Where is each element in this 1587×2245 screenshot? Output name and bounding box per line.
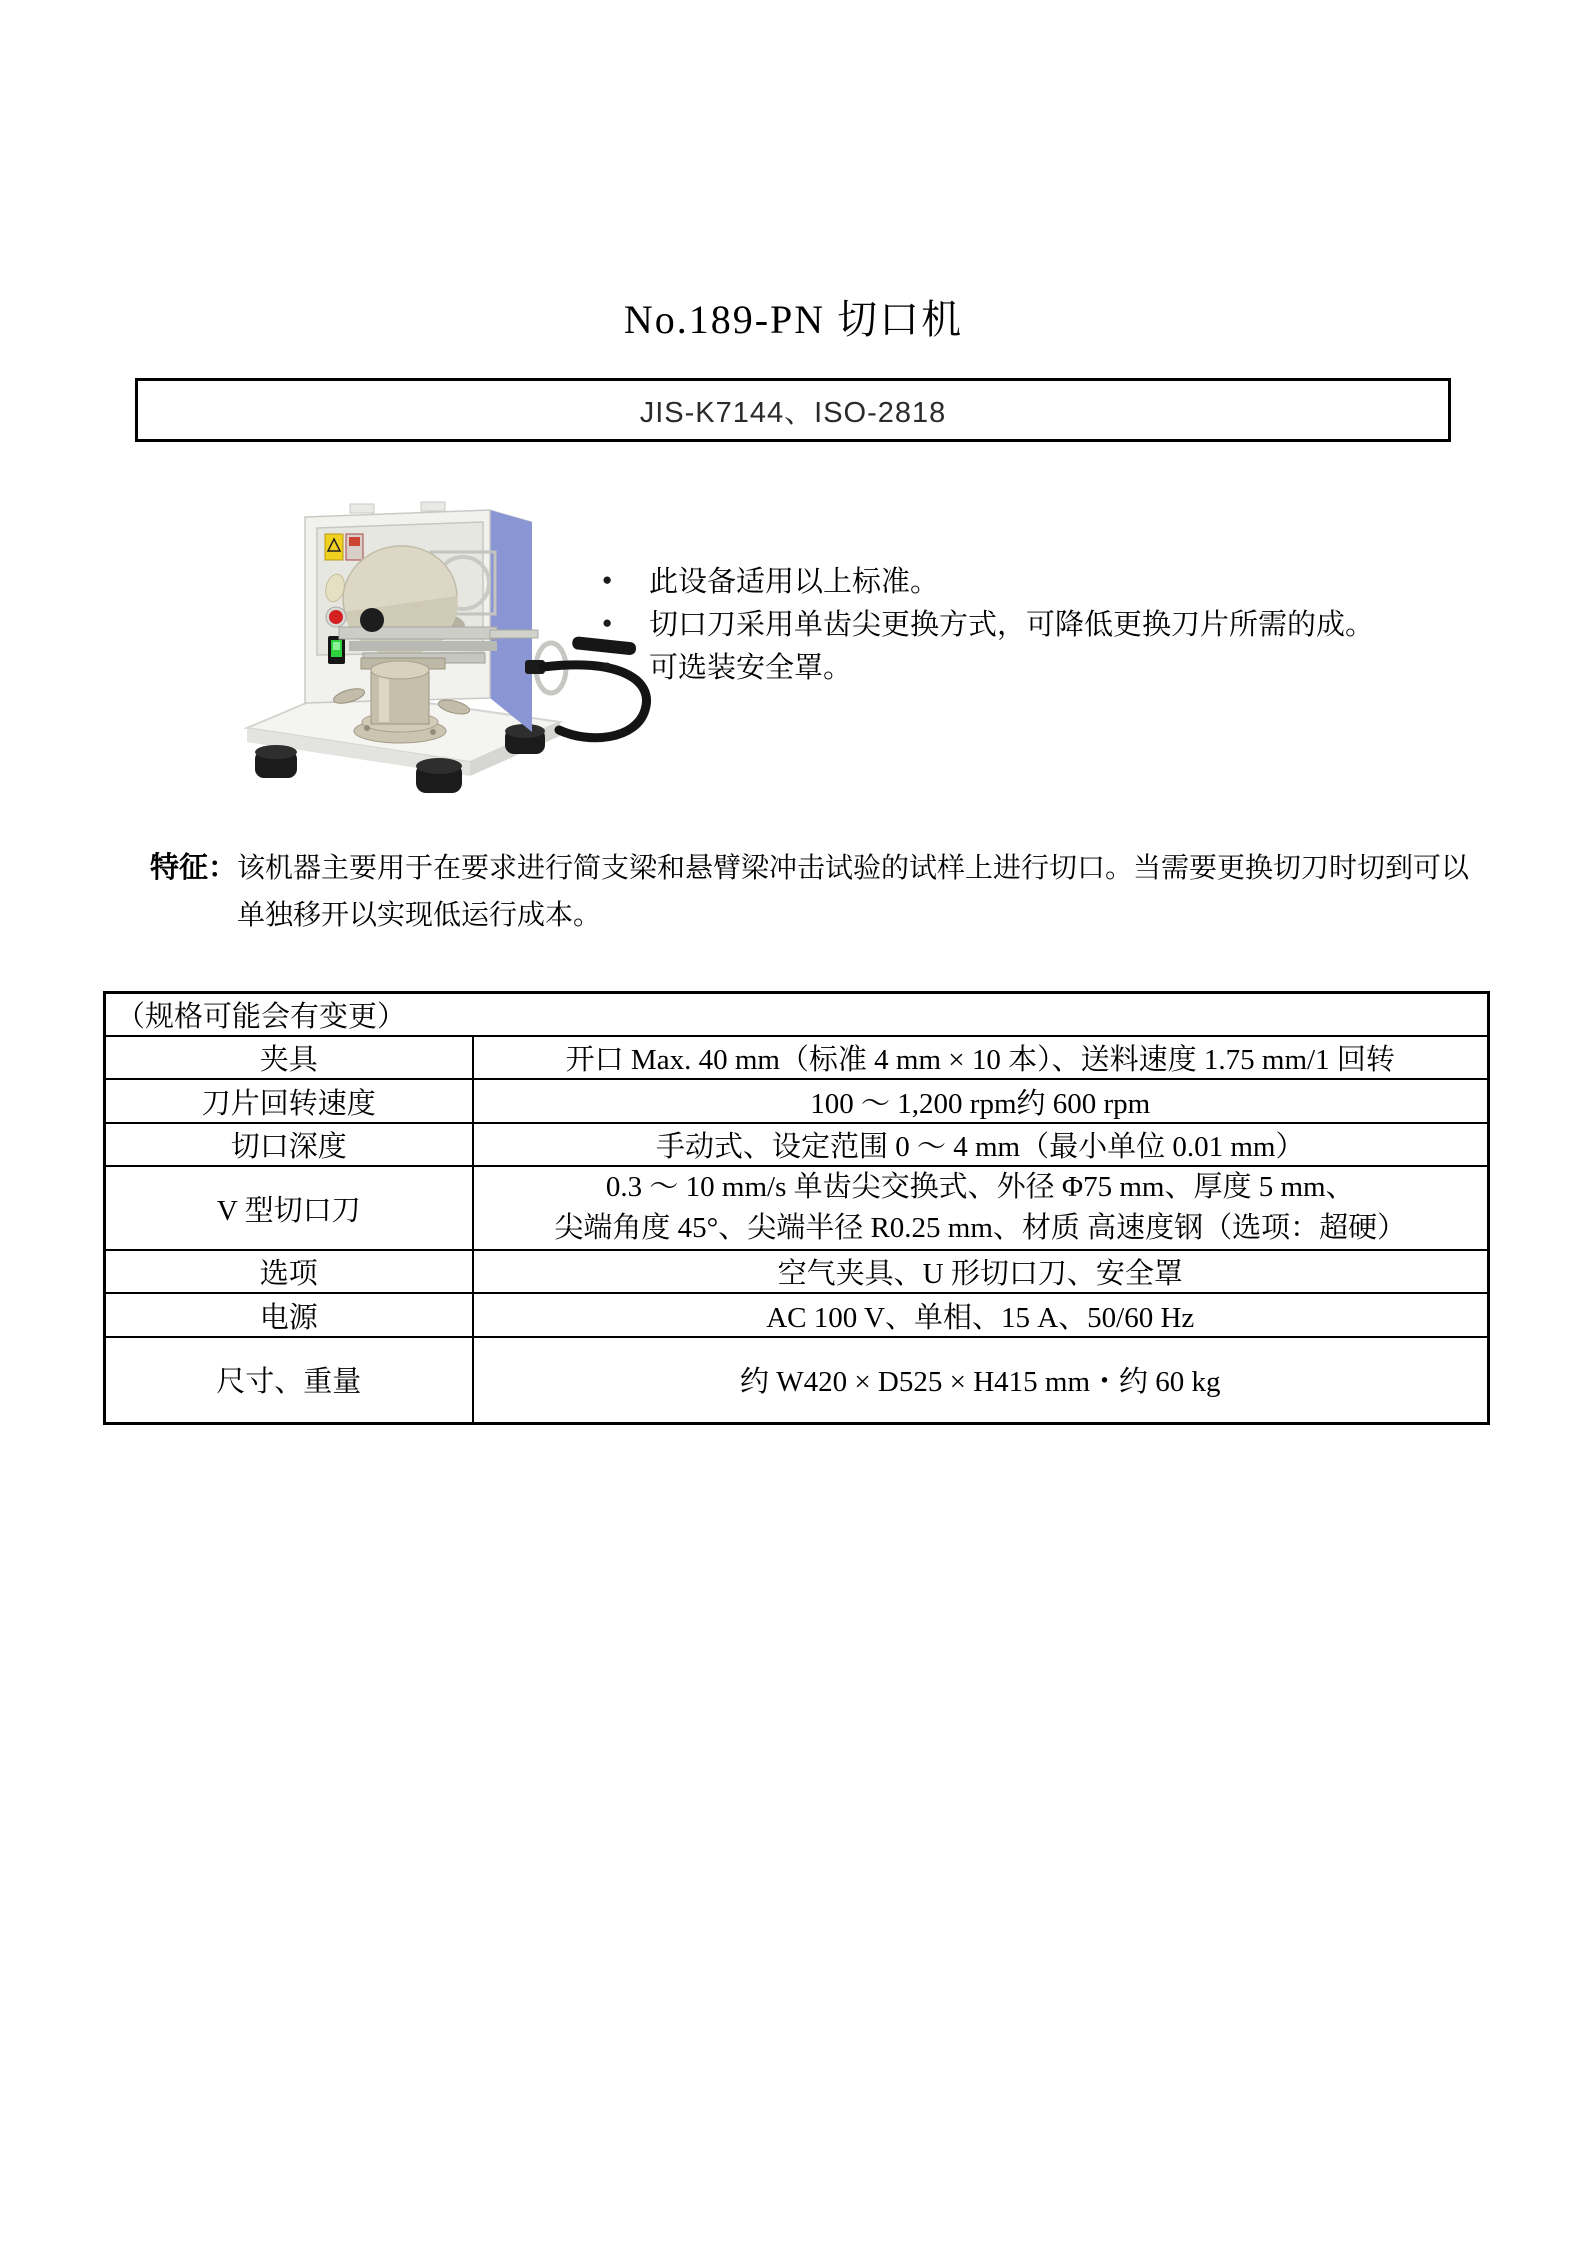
spec-value: 约 W420 × D525 × H415 mm・约 60 kg [473,1337,1489,1423]
spec-label: 夹具 [105,1036,473,1079]
spec-value: 手动式、设定范围 0 ～ 4 mm（最小单位 0.01 mm） [473,1123,1489,1166]
bullet-text: 切口刀采用单齿尖更换方式，可降低更换刀片所需的成。 [649,609,1375,641]
table-row [105,1123,1489,1166]
feature-bullets [602,558,1374,687]
standards-box [135,378,1451,442]
standards-text: JIS-K7144、ISO-2818 [639,396,947,429]
spec-label: 切口深度 [105,1123,473,1166]
spec-value-line: 0.3 ～ 10 mm/s 单齿尖交换式、外径 Φ75 mm、厚度 5 mm、 [605,1171,1355,1203]
bullet-item [602,601,1374,644]
feed-bar [490,630,538,638]
adjust-knob [360,608,384,632]
product-image [243,500,663,800]
power-switch-glow [333,642,340,650]
slide-rail-mid [349,641,497,651]
machine-side-panel [490,510,532,732]
table-row [105,1036,1489,1079]
table-row [105,1293,1489,1337]
spec-value: 开口 Max. 40 mm（标准 4 mm × 10 本）、送料速度 1.75 mm/1 回转 [473,1036,1489,1079]
clamp-body-highlight [379,672,389,722]
warning-label-red-mark [349,537,360,546]
bullet-item [602,644,1374,687]
spec-label: 选项 [105,1250,473,1293]
spec-table [103,991,1490,1425]
spec-note: （规格可能会有变更） [105,993,1489,1037]
table-row [105,993,1489,1037]
emergency-button [329,610,343,624]
table-row [105,1337,1489,1423]
slide-rail-upper [339,627,497,639]
machine-top-tab [421,502,445,511]
table-row [105,1166,1489,1250]
bullet-text: 可选装安全罩。 [649,652,853,684]
machine-top-tab [350,504,374,513]
flange-bolt [364,725,370,731]
bullet-item [602,558,1374,601]
table-row [105,1250,1489,1293]
spec-value-line: 尖端角度 45°、尖端半径 R0.25 mm、材质 高速度钢（选项：超硬） [554,1212,1407,1244]
bullet-icon: ● [602,570,613,589]
feature-section [150,845,1470,939]
bullet-icon: ● [602,613,613,632]
spec-label: V 型切口刀 [105,1166,473,1250]
page-title: No.189-PN 切口机 [623,297,964,342]
feature-text: 该机器主要用于在要求进行简支梁和悬臂梁冲击试验的试样上进行切口。当需要更换切刀时切到可以单独移开以实现低运行成本。 [237,853,1470,931]
table-row [105,1079,1489,1123]
machine-illustration [243,500,663,800]
spec-value: 空气夹具、U 形切口刀、安全罩 [473,1250,1489,1293]
flange-bolt [430,729,436,735]
spec-label: 尺寸、重量 [105,1337,473,1423]
spec-label: 电源 [105,1293,473,1337]
spec-label: 刀片回转速度 [105,1079,473,1123]
spec-value: 100 ～ 1,200 rpm约 600 rpm [473,1079,1489,1123]
bullet-text: 此设备适用以上标准。 [649,566,940,598]
feature-label: 特征： [150,852,238,884]
bullet-icon: ● [602,656,613,675]
spec-value: AC 100 V、单相、15 A、50/60 Hz [473,1293,1489,1337]
clamp-top [371,661,429,679]
spec-value [473,1166,1489,1250]
